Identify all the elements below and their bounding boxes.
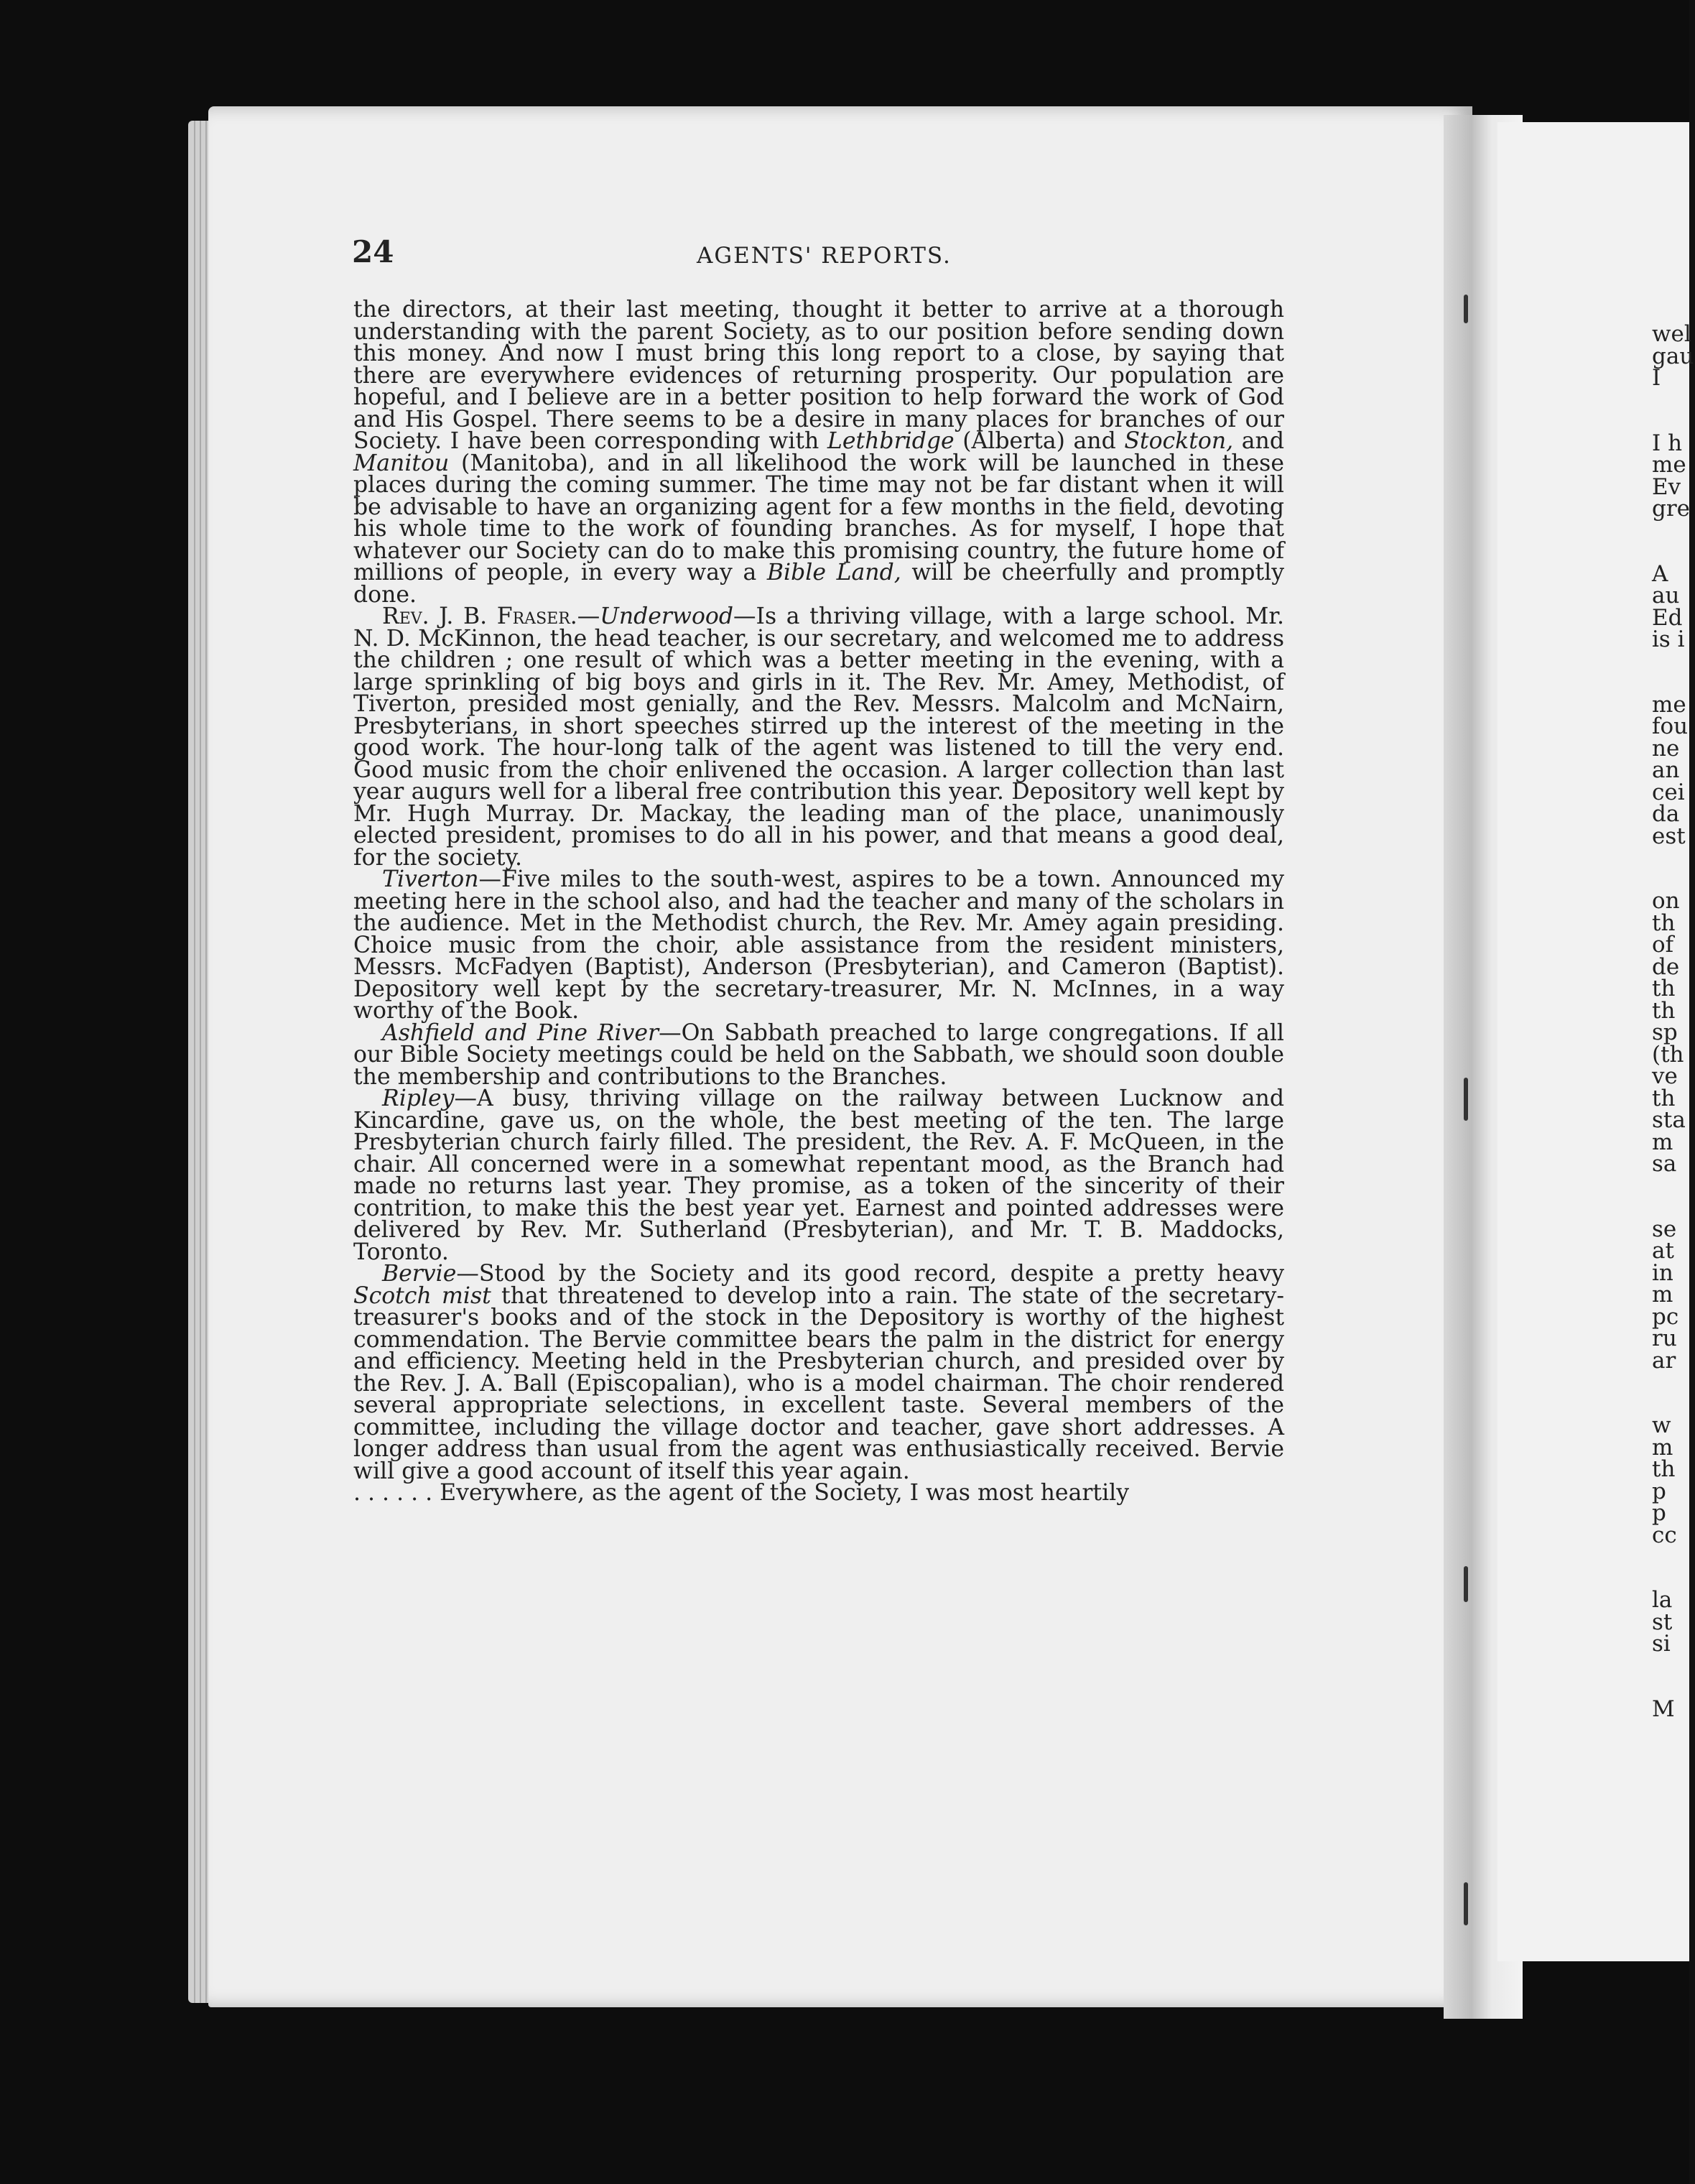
facing-line-fragment: cc: [1652, 1522, 1677, 1548]
facing-line-fragment: gre: [1652, 496, 1691, 522]
text-run: —Five miles to the south-west, aspires to be a town. Announced my meeting here in the school also, and had the teacher and many of the scholars in the audience. Met in the Methodist church, the Rev. Mr. Amey again presiding. Choice music from the choir, able assistance from the resident ministers, Messrs. McFadyen (Baptist), Anderson (Presbyterian), and Cameron (Baptist). Depository well kept by the secretary-treasurer, Mr. N. McInnes, in a way worthy of the Book.: [353, 866, 1284, 1024]
facing-line-fragment: pc: [1652, 1303, 1679, 1330]
paragraph: [353, 1088, 1284, 1263]
facing-line-fragment: at: [1652, 1238, 1674, 1264]
text-run: —Is a thriving village, with a large school. Mr. N. D. McKinnon, the head teacher, is our secretary, and welcomed me to address the children ; one result of which was a better meeting in the evening, with a large sprinkling of big boys and girls in it. The Rev. Mr. Amey, Methodist, of Tiverton, presided most genially, and the Rev. Messrs. Malcolm and McNairn, Presbyterians, in short speeches stirred up the interest of the meeting in the good work. The hour-long talk of the agent was listened to till the very end. Good music from the choir enlivened the occasion. A larger collection than last year augurs well for a liberal free contribution this year. Depository well kept by Mr. Hugh Murray. Dr. Mackay, the leading man of the place, unanimously elected president, promises to do all in his power, and that means a good deal, for the society.: [353, 603, 1285, 871]
italic-run: Bervie: [382, 1261, 457, 1287]
text-run: —Stood by the Society and its good record, despite a pretty heavy: [456, 1261, 1284, 1287]
small-caps-run: Rev. J. B. Fraser.: [382, 603, 577, 629]
facing-page-text: [1652, 323, 1695, 1720]
text-run: . . . . . . Everywhere, as the agent of the Society, I was most heartily: [353, 1480, 1130, 1506]
facing-line-fragment: de: [1652, 953, 1680, 980]
facing-line-fragment: fou: [1652, 713, 1689, 739]
facing-line-fragment: sa: [1652, 1151, 1677, 1177]
facing-line-fragment: da: [1652, 801, 1680, 827]
binding-thread: [1464, 1566, 1468, 1602]
italic-run: Tiverton: [382, 866, 479, 892]
text-run: that threatened to develop into a rain. The state of the secretary-treasurer's books and of the stock in the Depository is worthy of the highest commendation. The Bervie committee bears the palm in the district for energy and efficiency. Meeting held in the Presbyterian church, and presided over by the Rev. J. A. Ball (Episcopalian), who is a model chairman. The choir rendered several appropriate selections, in excellent taste. Several members of the committee, including the village doctor and teacher, gave short addresses. A longer address than usual from the agent was enthusiastically received. Bervie will give a good account of itself this year again.: [353, 1282, 1284, 1484]
facing-line-fragment: sta: [1652, 1107, 1686, 1133]
facing-line-fragment: me: [1652, 452, 1686, 478]
facing-line-fragment: Ed: [1652, 604, 1683, 631]
facing-line-fragment: in: [1652, 1259, 1673, 1286]
italic-run: Lethbridge: [827, 428, 955, 454]
facing-line-fragment: st: [1652, 1609, 1673, 1635]
spacer: [1652, 389, 1695, 432]
paragraph: [353, 1482, 1284, 1504]
italic-run: Stockton,: [1124, 428, 1234, 454]
facing-line-fragment: I h: [1652, 430, 1683, 456]
facing-line-fragment: an: [1652, 757, 1680, 783]
italic-run: Ripley: [382, 1086, 455, 1111]
facing-line-fragment: A: [1652, 560, 1668, 587]
facing-line-fragment: m: [1652, 1282, 1673, 1308]
text-run: (Manitoba), and in all likelihood the work will be launched in these places during the coming summer. The time may not be far distant when it will be advisable to have an organizing agent for a few months in the field, devoting his whole time to the work of founding branches. As for myself, I hope that whatever our Society can do to make this promising country, the future home of millions of people, in every way a: [353, 450, 1284, 586]
facing-line-fragment: w: [1652, 1412, 1671, 1438]
facing-line-fragment: au: [1652, 583, 1680, 609]
page-header: [352, 227, 1278, 270]
facing-line-fragment: ru: [1652, 1325, 1677, 1351]
italic-run: Scotch mist: [353, 1282, 491, 1309]
text-run: the directors, at their last meeting, thought it better to arrive at a thorough understanding with the parent Society, as to our position before sending down this money. And now I must bring this long report to a close, by saying that there are everywhere evidences of returning prosperity. Our population are hopeful, and I believe are in a better position to help forward the work of God and His Gospel. There seems to be a desire in many places for branches of our Society. I have been corresponding with: [353, 297, 1284, 454]
binding-thread: [1464, 1078, 1468, 1121]
facing-line-fragment: Ev: [1652, 473, 1681, 500]
spacer: [1652, 1371, 1695, 1415]
facing-line-fragment: of: [1652, 932, 1674, 958]
facing-line-fragment: ar: [1652, 1347, 1676, 1374]
spacer: [1652, 1546, 1695, 1589]
body-text: [353, 299, 1284, 1504]
italic-run: Ashfield and Pine River: [382, 1019, 659, 1046]
facing-line-fragment: th: [1652, 910, 1676, 936]
binding-thread: [1464, 295, 1468, 323]
text-run: —A busy, thriving village on the railway between Lucknow and Kincardine, gave us, on the whole, the best meeting of the ten. The large Presbyterian church fairly filled. The president, the Rev. A. F. McQueen, in the chair. All concerned were in a somewhat repentant mood, as the Branch had made no returns last year. They promise, as a token of the sincerity of their contrition, to make this the best year yet. Earnest and pointed addresses were delivered by Rev. Mr. Sutherland (Presbyterian), and Mr. T. B. Maddocks, Toronto.: [353, 1086, 1284, 1265]
paragraph: [353, 866, 1284, 1024]
facing-line-fragment: se: [1652, 1216, 1677, 1242]
facing-line-fragment: th: [1652, 1456, 1676, 1482]
italic-run: Bible Land,: [766, 560, 901, 586]
facing-line-fragment: la: [1652, 1587, 1673, 1613]
facing-line-fragment: wel: [1652, 321, 1691, 347]
paragraph: [353, 299, 1284, 606]
facing-line-fragment: p: [1652, 1478, 1666, 1504]
facing-line-fragment: ne: [1652, 735, 1680, 762]
facing-line-fragment: me: [1652, 691, 1686, 718]
paragraph: [353, 603, 1285, 871]
spacer: [1652, 1175, 1695, 1218]
facing-line-fragment: I: [1652, 365, 1661, 391]
facing-line-fragment: M: [1652, 1695, 1675, 1722]
italic-run: Manitou: [353, 450, 450, 476]
text-run: —: [577, 603, 600, 629]
facing-line-fragment: cei: [1652, 779, 1685, 805]
spacer: [1652, 520, 1695, 563]
facing-line-fragment: on: [1652, 888, 1680, 914]
facing-line-fragment: si: [1652, 1631, 1671, 1657]
paragraph: [353, 1263, 1284, 1482]
facing-line-fragment: ve: [1652, 1063, 1678, 1089]
facing-line-fragment: is i: [1652, 626, 1685, 652]
facing-line-fragment: m: [1652, 1434, 1673, 1461]
spacer: [1652, 847, 1695, 890]
text-run: —On Sabbath preached to large congregations. If all our Bible Society meetings could be held on the Sabbath, we should soon double the membership and contributions to the Branches.: [353, 1019, 1284, 1090]
facing-line-fragment: p: [1652, 1500, 1666, 1526]
facing-line-fragment: (th: [1652, 1041, 1684, 1068]
facing-line-fragment: th: [1652, 976, 1676, 1001]
text-run: (Alberta) and: [954, 428, 1125, 454]
facing-line-fragment: est: [1652, 823, 1686, 849]
running-head: AGENTS' REPORTS.: [697, 243, 952, 269]
italic-run: Underwood: [600, 603, 734, 629]
facing-line-fragment: sp: [1652, 1019, 1678, 1045]
binding-thread: [1464, 1882, 1468, 1925]
text-run: and: [1233, 428, 1284, 454]
paragraph: [353, 1019, 1284, 1090]
page-number: 24: [352, 234, 394, 269]
text-run: will be cheerfully and promptly done.: [353, 560, 1285, 608]
facing-line-fragment: th: [1652, 997, 1676, 1024]
spacer: [1652, 651, 1695, 694]
facing-line-fragment: gau: [1652, 343, 1694, 369]
facing-line-fragment: th: [1652, 1085, 1676, 1111]
facing-line-fragment: m: [1652, 1129, 1673, 1155]
spacer: [1652, 1655, 1695, 1698]
